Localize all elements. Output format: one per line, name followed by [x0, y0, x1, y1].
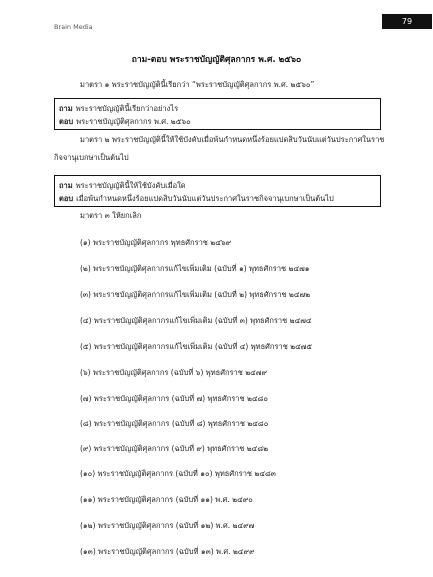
qa-box-2: [54, 175, 381, 207]
section-2-text-line-2: กิจจานุเบกษาเป็นต้นไป: [54, 153, 129, 162]
question-label: ถาม: [59, 104, 73, 113]
answer-label: ตอบ: [59, 117, 74, 126]
qa-1-answer: [59, 116, 191, 128]
qa-box-1: [54, 98, 381, 130]
repealed-list-item: (๑๑) พระราชบัญญัติศุลกากร (ฉบับที่ ๑๑) พ.ศ. ๒๔๙๐: [80, 495, 253, 504]
repealed-list-item: (๗) พระราชบัญญัติศุลกากร (ฉบับที่ ๗) พุทธศักราช ๒๔๘๐: [80, 394, 268, 403]
question-text: พระราชบัญญัตินี้ให้ใช้บังคับเมื่อใด: [75, 181, 186, 190]
repealed-list-item: (๑๓) พระราชบัญญัติศุลกากร (ฉบับที่ ๑๓) พ.ศ. ๒๔๙๙: [80, 547, 255, 556]
section-3-text: มาตรา ๓ ให้ยกเลิก: [80, 211, 142, 220]
repealed-list-item: (๑๐) พระราชบัญญัติศุลกากร (ฉบับที่ ๑๐) พุทธศักราช ๒๔๘๓: [80, 469, 276, 478]
qa-2-answer: [59, 193, 334, 205]
answer-label: ตอบ: [59, 194, 74, 203]
page-title: ถาม-ตอบ พระราชบัญญัติศุลกากร พ.ศ. ๒๕๖๐: [131, 55, 302, 65]
question-text: พระราชบัญญัตินี้เรียกว่าอย่างไร: [75, 104, 179, 113]
page-number-badge: 79: [382, 14, 432, 29]
answer-text: เมื่อพ้นกำหนดหนึ่งร้อยแปดสิบวันนับแต่วันประกาศในราชกิจจานุเบกษาเป็นต้นไป: [76, 194, 334, 203]
repealed-list-item: (๕) พระราชบัญญัติศุลกากรแก้ไขเพิ่มเติม (ฉบับที่ ๔) พุทธศักราช ๒๔๗๕: [80, 342, 313, 351]
repealed-list-item: (๙) พระราชบัญญัติศุลกากร (ฉบับที่ ๙) พุทธศักราช ๒๔๘๒: [80, 444, 269, 453]
question-label: ถาม: [59, 181, 73, 190]
repealed-list-item: (๘) พระราชบัญญัติศุลกากร (ฉบับที่ ๘) พุทธศักราช ๒๔๘๐: [80, 419, 269, 428]
publisher-label: Brain Media: [54, 23, 93, 31]
qa-2-question: [59, 180, 186, 192]
repealed-list-item: (๑๒) พระราชบัญญัติศุลกากร (ฉบับที่ ๑๒) พ.ศ. ๒๔๙๗: [80, 521, 255, 530]
section-2-text-line-1: มาตรา ๒ พระราชบัญญัตินี้ให้ใช้บังคับเมื่อพ้นกำหนดหนึ่งร้อยแปดสิบวันนับแต่วันประกาศในราช: [80, 135, 385, 144]
section-1-text: มาตรา ๑ พระราชบัญญัตินี้เรียกว่า “พระราชบัญญัติศุลกากร พ.ศ. ๒๕๖๐”: [80, 80, 315, 89]
answer-text: พระราชบัญญัติศุลกากร พ.ศ. ๒๕๖๐: [76, 117, 191, 126]
repealed-list-item: (๖) พระราชบัญญัติศุลกากร (ฉบับที่ ๖) พุทธศักราช ๒๔๗๙: [80, 368, 267, 377]
repealed-list-item: (๒) พระราชบัญญัติศุลกากรแก้ไขเพิ่มเติม (ฉบับที่ ๑) พุทธศักราช ๒๔๗๑: [80, 264, 310, 273]
repealed-list-item: (๑) พระราชบัญญัติศุลกากร พุทธศักราช ๒๔๖๙: [80, 238, 232, 247]
repealed-list-item: (๔) พระราชบัญญัติศุลกากรแก้ไขเพิ่มเติม (ฉบับที่ ๓) พุทธศักราช ๒๔๗๔: [80, 316, 312, 325]
repealed-list-item: (๓) พระราชบัญญัติศุลกากรแก้ไขเพิ่มเติม (ฉบับที่ ๒) พุทธศักราช ๒๔๗๒: [80, 290, 311, 299]
qa-1-question: [59, 103, 178, 115]
